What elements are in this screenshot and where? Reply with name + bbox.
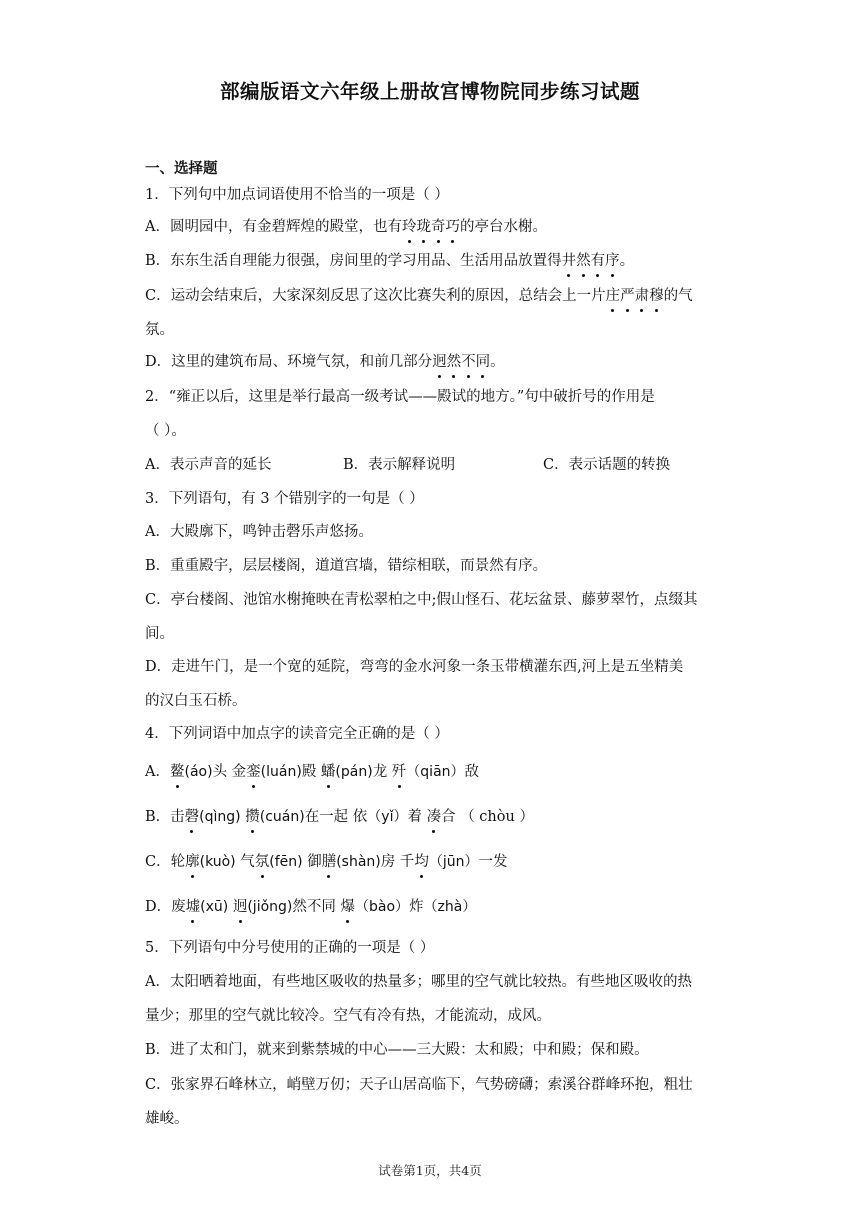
q4-stem: 4．下列词语中加点字的读音完全正确的是（ ） xyxy=(145,726,449,742)
q2-option-a: A．表示声音的延长 xyxy=(145,457,272,473)
q3-option-c: C．亭台楼阁、池馆水榭掩映在青松翠柏之中;假山怪石、花坛盆景、藤萝翠竹，点缀其 xyxy=(145,592,698,608)
q2-option-c: C．表示话题的转换 xyxy=(543,457,671,473)
q3-option-d: D．走进午门，是一个宽的延院，弯弯的金水河象一条玉带横灌东西,河上是五坐精美 xyxy=(145,659,684,675)
q3-option-d-cont: 的汉白玉石桥。 xyxy=(145,693,247,709)
q2-stem-cont: （ ）。 xyxy=(145,423,186,439)
q1-option-c: C．运动会结束后，大家深刻反思了这次比赛失利的原因，总结会上一片庄严肃穆的气 xyxy=(145,288,693,304)
q4-option-a: A．鳌(áo)头 金銮(luán)殿 蟠(pán)龙 歼（qiān）敌 xyxy=(145,764,480,780)
q3-stem: 3．下列语句，有 3 个错别字的一句是（ ） xyxy=(145,491,424,507)
q1-option-d: D．这里的建筑布局、环境气氛，和前几部分迥然不同。 xyxy=(145,354,505,370)
q1-stem: 1．下列句中加点词语使用不恰当的一项是（ ） xyxy=(145,187,449,203)
q2-option-b: B．表示解释说明 xyxy=(343,457,456,473)
q1-option-a: A．圆明园中，有金碧辉煌的殿堂，也有玲珑奇巧的亭台水榭。 xyxy=(145,219,547,235)
q4-option-b: B．击磬(qìng) 攒(cuán)在一起 依（yǐ）着 凑合 （ chòu ） xyxy=(145,809,534,825)
section-heading: 一、选择题 xyxy=(145,161,218,177)
q3-option-a: A．大殿廓下，鸣钟击磬乐声悠扬。 xyxy=(145,524,373,540)
q5-option-c-cont: 雄峻。 xyxy=(145,1111,189,1127)
q3-option-c-cont: 间。 xyxy=(145,626,174,642)
page-footer: 试卷第1页，共4页 xyxy=(378,1163,482,1178)
q5-option-a: A．太阳晒着地面，有些地区吸收的热量多；哪里的空气就比较热。有些地区吸收的热 xyxy=(145,974,692,990)
page-title: 部编版语文六年级上册故宫博物院同步练习试题 xyxy=(219,80,640,103)
q3-option-b: B．重重殿宇，层层楼阁，道道宫墙，错综相联，而景然有序。 xyxy=(145,558,548,574)
q5-option-a-cont: 量少；那里的空气就比较冷。空气有冷有热，才能流动，成风。 xyxy=(145,1008,551,1024)
q5-option-c: C．张家界石峰林立，峭壁万仞；天子山居高临下，气势磅礴；索溪谷群峰环抱，粗壮 xyxy=(145,1077,693,1093)
q2-stem: 2．“雍正以后，这里是举行最高一级考试——殿试的地方。”句中破折号的作用是 xyxy=(145,389,655,405)
q5-option-b: B．进了太和门，就来到紫禁城的中心——三大殿：太和殿；中和殿；保和殿。 xyxy=(145,1042,649,1058)
q1-option-b: B．东东生活自理能力很强，房间里的学习用品、生活用品放置得井然有序。 xyxy=(145,253,635,269)
q4-option-d: D．废墟(xū) 迥(jiǒng)然不同 爆（bào）炸（zhà） xyxy=(145,899,477,915)
q4-option-c: C．轮廓(kuò) 气氛(fēn) 御膳(shàn)房 千均（jūn）一发 xyxy=(145,854,508,870)
q5-stem: 5．下列语句中分号使用的正确的一项是（ ） xyxy=(145,940,435,956)
q1-option-c-cont: 氛。 xyxy=(145,322,174,338)
